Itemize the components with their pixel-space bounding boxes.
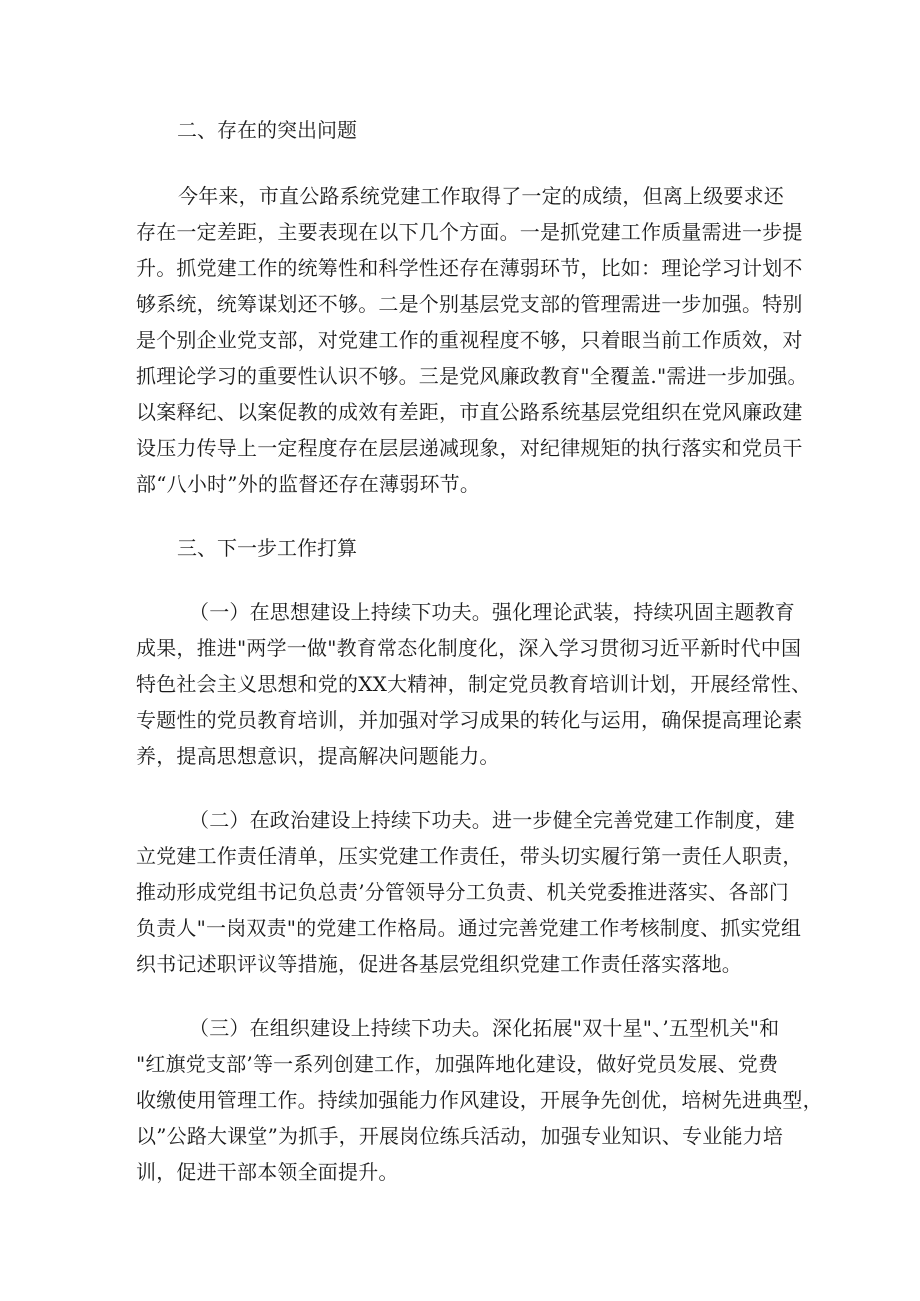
paragraph2-line: 立党建工作责任清单，压实党建工作责任，带头切实履行第一责任人职责，: [136, 844, 803, 868]
paragraph3-line: "红旗党支部’等一系列创建工作，加强阵地化建设，做好党员发展、党费: [136, 1052, 779, 1076]
section2-heading: 二、存在的突出问题: [177, 118, 357, 142]
paragraph2-line: 推动形成党组书记负总责’分管领导分工负责、机关党委推进落实、各部门: [136, 880, 789, 904]
paragraph2-line: 织书记述职评议等措施，促进各基层党组织党建工作责任落实落地。: [136, 952, 742, 976]
section2-line: 部“八小时”外的监督还存在薄弱环节。: [136, 472, 481, 496]
paragraph2-line: （二）在政治建设上持续下功夫。进一步健全完善党建工作制度，建: [189, 808, 795, 832]
paragraph1-line: 养，提高思想意识，提高解决问题能力。: [136, 744, 500, 768]
section3-heading: 三、下一步工作打算: [177, 536, 357, 560]
section2-line: 是个别企业党支部，对党建工作的重视程度不够，只着眼当前工作质效，对: [136, 328, 803, 352]
paragraph3-line: 训，促进干部本领全面提升。: [136, 1160, 399, 1184]
section2-line: 今年来，市直公路系统党建工作取得了一定的成绩，但离上级要求还: [178, 184, 784, 208]
section2-line: 抓理论学习的重要性认识不够。三是党风廉政教育"全覆盖."需进一步加强。: [136, 364, 808, 388]
section2-line: 存在一定差距，主要表现在以下几个方面。一是抓党建工作质量需进一步提: [136, 220, 803, 244]
paragraph1-line: （一）在思想建设上持续下功夫。强化理论武装，持续巩固主题教育: [189, 600, 795, 624]
paragraph3-line: 以”公路大课堂”为抓手，开展岗位练兵活动，加强专业知识、专业能力培: [136, 1124, 784, 1148]
paragraph1-line: 特色社会主义思想和党的XX大精神，制定党员教育培训计划，开展经常性、: [136, 672, 812, 696]
paragraph2-line: 负责人"一岗双责"的党建工作格局。通过完善党建工作考核制度、抓实党组: [136, 916, 802, 940]
section2-line: 以案释纪、以案促教的成效有差距，市直公路系统基层党组织在党风廉政建: [136, 400, 803, 424]
paragraph1-line: 成果，推进"两学一做"教育常态化制度化，深入学习贯彻习近平新时代中国: [136, 636, 802, 660]
paragraph3-line: 收缴使用管理工作。持续加强能力作风建设，开展争先创优，培树先进典型，: [136, 1088, 823, 1112]
section2-line: 升。抓党建工作的统筹性和科学性还存在薄弱环节，比如：理论学习计划不: [136, 256, 803, 280]
paragraph1-line: 专题性的党员教育培训，并加强对学习成果的转化与运用，确保提高理论素: [136, 708, 803, 732]
section2-line: 设压力传导上一定程度存在层层递减现象，对纪律规矩的执行落实和党员干: [136, 436, 803, 460]
paragraph3-line: （三）在组织建设上持续下功夫。深化拓展"双十星"、’五型机关"和: [189, 1016, 780, 1040]
section2-line: 够系统，统筹谋划还不够。二是个别基层党支部的管理需进一步加强。特别: [136, 292, 803, 316]
